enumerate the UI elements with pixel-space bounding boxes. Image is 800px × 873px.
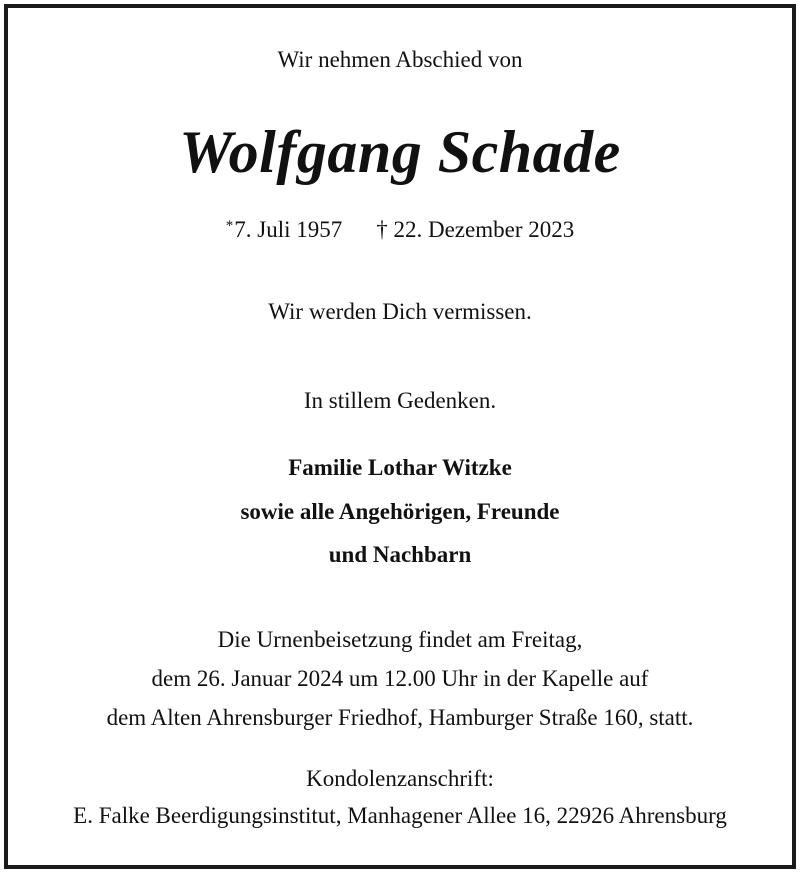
life-dates <box>0 211 800 245</box>
birth-date: 7. Juli 1957 <box>234 217 343 242</box>
sentiment-text: Wir werden Dich vermissen. <box>268 299 532 324</box>
intro-text: Wir nehmen Abschied von <box>277 47 523 72</box>
condolence-address: E. Falke Beerdigungsinstitut, Manhagener Allee 16, 22926 Ahrensburg <box>73 803 727 828</box>
ceremony-line: dem Alten Ahrensburger Friedhof, Hamburger Straße 160, statt. <box>106 705 694 730</box>
birth-symbol: * <box>225 218 234 234</box>
mourner-line: sowie alle Angehörigen, Freunde <box>240 499 560 524</box>
memorial-text: In stillem Gedenken. <box>303 388 497 413</box>
mourner-line: Familie Lothar Witzke <box>288 455 512 480</box>
deceased-name: Wolfgang Schade <box>179 119 621 185</box>
death-date: 22. Dezember 2023 <box>393 217 575 242</box>
mourner-line: und Nachbarn <box>328 542 472 567</box>
ceremony-line: Die Urnenbeisetzung findet am Freitag, <box>217 627 583 652</box>
condolence-label: Kondolenzanschrift: <box>306 766 494 791</box>
death-symbol: † <box>376 217 388 242</box>
ceremony-line: dem 26. Januar 2024 um 12.00 Uhr in der Kapelle auf <box>151 666 649 691</box>
